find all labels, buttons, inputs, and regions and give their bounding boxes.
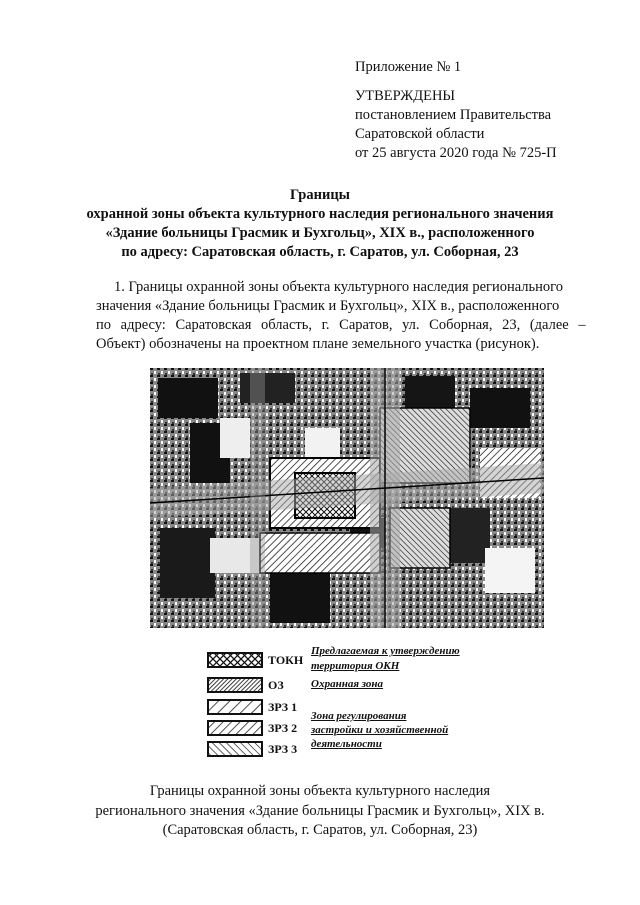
legend-code-zrz2: ЗРЗ 2 [268,721,298,735]
paragraph-line-2: значения «Здание больницы Грасмик и Бухгольц», XIX в., расположенного [96,298,560,314]
paragraph-line-1: 1. Границы охранной зоны объекта культурного наследия регионального [114,279,563,295]
legend-desc-tokn-1: Предлагаемая к утверждению [311,645,460,657]
paragraph-line-4: Объект) обозначены на проектном плане земельного участка (рисунок). [96,336,540,352]
approved-line-3: Саратовской области [355,126,485,142]
document-title [60,186,580,262]
title-line-3: «Здание больницы Грасмик и Бухгольц», XIX в., расположенного [105,225,535,241]
legend-code-oz: ОЗ [268,678,284,692]
legend-code-zrz3: ЗРЗ 3 [268,742,298,756]
appendix-label: Приложение № 1 [355,59,462,75]
legend-code-tokn: ТОКН [268,653,304,667]
map-legend [206,645,506,760]
body-paragraph [96,278,600,354]
paragraph-line-3: по адресу: Саратовская область, г. Саратов, ул. Соборная, 23, (далее – [96,317,586,333]
legend-desc-zrz-3: деятельности [311,738,382,750]
approved-line-1: УТВЕРЖДЕНЫ [355,88,456,104]
title-line-2: охранной зоны объекта культурного наследия регионального значения [86,206,554,222]
approval-block [355,87,557,163]
title-line-4: по адресу: Саратовская область, г. Саратов, ул. Соборная, 23 [121,244,519,260]
legend-desc-tokn-2: территория ОКН [311,660,400,672]
caption-line-1: Границы охранной зоны объекта культурного наследия [149,783,491,799]
caption-line-2: регионального значения «Здание больницы Грасмик и Бухгольц», XIX в. [95,802,545,819]
figure-caption [60,782,580,841]
approved-line-2: постановлением Правительства [355,107,552,123]
zone-map-image [150,368,544,628]
legend-desc-zrz-2: застройки и хозяйственной [311,724,449,736]
title-line-1: Границы [289,187,350,203]
approved-line-4: от 25 августа 2020 года № 725-П [355,145,557,161]
legend-desc-zrz-1: Зона регулирования [311,710,407,722]
legend-desc-oz: Охранная зона [311,678,384,690]
caption-line-3: (Саратовская область, г. Саратов, ул. Соборная, 23) [162,822,478,838]
legend-code-zrz1: ЗРЗ 1 [268,700,298,714]
